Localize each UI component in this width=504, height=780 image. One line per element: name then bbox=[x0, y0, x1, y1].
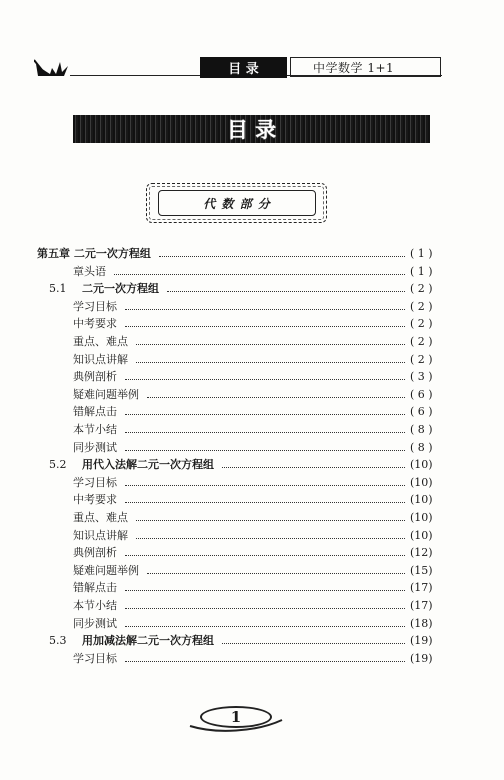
toc-leader-dots bbox=[159, 256, 405, 257]
toc-entry bbox=[0, 440, 504, 456]
toc-entry bbox=[0, 352, 504, 368]
toc-entry-number: 5.2 bbox=[49, 458, 67, 472]
toc-leader-dots bbox=[114, 274, 405, 275]
toc-entry-title: 本节小结 bbox=[73, 423, 117, 436]
toc-entry-page: (19) bbox=[410, 634, 433, 648]
header-book-title: 中学数学 1+1 bbox=[290, 57, 441, 77]
toc-entry-title: 错解点击 bbox=[73, 405, 117, 419]
toc-leader-dots bbox=[136, 520, 405, 521]
toc-entry bbox=[0, 598, 504, 614]
toc-entry-page: (10) bbox=[410, 493, 433, 507]
toc-entry-title: 知识点讲解 bbox=[73, 528, 128, 542]
toc-entry-page: (12) bbox=[410, 546, 433, 560]
toc-leader-dots bbox=[125, 661, 405, 662]
toc-entry-title: 用加减法解二元一次方程组 bbox=[82, 634, 214, 648]
toc-entry-title: 同步测试 bbox=[73, 616, 117, 630]
toc-leader-dots bbox=[125, 502, 405, 503]
toc-entry bbox=[0, 387, 504, 403]
toc-leader-dots bbox=[125, 309, 405, 310]
toc-entry-page: (15) bbox=[410, 563, 433, 577]
toc-entry-title: 重点、难点 bbox=[73, 335, 128, 348]
toc-entry bbox=[0, 246, 504, 262]
toc-entry-number: 5.3 bbox=[49, 634, 67, 648]
page-title-text: 目 录 bbox=[226, 117, 277, 142]
toc-entry-page: ( 2 ) bbox=[410, 317, 433, 331]
toc-entry-title: 本节小结 bbox=[73, 599, 117, 612]
toc-leader-dots bbox=[167, 291, 405, 292]
toc-entry-title: 二元一次方程组 bbox=[82, 282, 159, 296]
toc-entry bbox=[0, 651, 504, 667]
toc-entry-title: 典例剖析 bbox=[73, 546, 117, 560]
toc-entry-page: (10) bbox=[410, 475, 433, 489]
toc-entry-page: (10) bbox=[410, 511, 433, 524]
logo-icon bbox=[34, 58, 70, 78]
toc-entry-page: (19) bbox=[410, 651, 433, 665]
toc-entry-title: 重点、难点 bbox=[73, 511, 128, 524]
toc-entry-title: 学习目标 bbox=[73, 299, 117, 313]
toc-leader-dots bbox=[125, 326, 405, 327]
toc-entry-title: 同步测试 bbox=[73, 440, 117, 454]
toc-entry bbox=[0, 404, 504, 420]
toc-entry bbox=[0, 528, 504, 544]
toc-entry-title: 错解点击 bbox=[73, 581, 117, 595]
toc-entry bbox=[0, 316, 504, 332]
toc-entry-number: 5.1 bbox=[49, 282, 67, 296]
toc-leader-dots bbox=[222, 643, 405, 644]
toc-entry bbox=[0, 563, 504, 579]
toc-leader-dots bbox=[147, 573, 405, 574]
toc-entry-page: ( 2 ) bbox=[410, 335, 433, 348]
toc-entry-page: (10) bbox=[410, 528, 433, 542]
toc-entry-title: 疑难问题举例 bbox=[73, 387, 139, 401]
toc-entry-page: (17) bbox=[410, 599, 433, 612]
toc-entry bbox=[0, 457, 504, 473]
toc-leader-dots bbox=[125, 379, 405, 380]
toc-entry-title: 章头语 bbox=[73, 264, 106, 278]
toc-leader-dots bbox=[136, 344, 405, 345]
toc-entry-page: ( 8 ) bbox=[410, 440, 433, 454]
toc-entry-page: ( 2 ) bbox=[410, 352, 433, 366]
toc-entry-page: ( 8 ) bbox=[410, 423, 433, 436]
toc-entry bbox=[0, 369, 504, 385]
toc-entry-title: 学习目标 bbox=[73, 651, 117, 665]
toc-entry bbox=[0, 616, 504, 632]
toc-leader-dots bbox=[125, 608, 405, 609]
section-heading: 代 数 部 分 bbox=[158, 190, 316, 216]
toc-entry-page: ( 2 ) bbox=[410, 299, 433, 313]
toc-entry bbox=[0, 545, 504, 561]
toc-leader-dots bbox=[147, 397, 405, 398]
toc-entry bbox=[0, 422, 504, 438]
toc-entry bbox=[0, 580, 504, 596]
toc-entry-page: ( 3 ) bbox=[410, 370, 433, 384]
toc-entry-title: 典例剖析 bbox=[73, 370, 117, 384]
toc-leader-dots bbox=[136, 362, 405, 363]
toc-entry-page: ( 6 ) bbox=[410, 387, 433, 401]
toc-leader-dots bbox=[125, 590, 405, 591]
toc-entry-title: 知识点讲解 bbox=[73, 352, 128, 366]
toc-entry bbox=[0, 492, 504, 508]
toc-leader-dots bbox=[125, 432, 405, 433]
toc-entry-title: 学习目标 bbox=[73, 475, 117, 489]
toc-entry bbox=[0, 281, 504, 297]
toc-leader-dots bbox=[125, 414, 405, 415]
toc-entry bbox=[0, 334, 504, 350]
toc-entry-title: 疑难问题举例 bbox=[73, 563, 139, 577]
toc-entry-page: ( 6 ) bbox=[410, 405, 433, 419]
toc-entry-title: 第五章 二元一次方程组 bbox=[37, 247, 151, 260]
toc-entry-page: ( 2 ) bbox=[410, 282, 433, 296]
toc-entry-title: 中考要求 bbox=[73, 493, 117, 507]
toc-leader-dots bbox=[125, 485, 405, 486]
toc-entry bbox=[0, 633, 504, 649]
toc-leader-dots bbox=[125, 450, 405, 451]
toc-entry-page: ( 1 ) bbox=[410, 247, 433, 260]
toc-entry-title: 中考要求 bbox=[73, 317, 117, 331]
header-section-label bbox=[200, 57, 287, 78]
toc-entry bbox=[0, 299, 504, 315]
toc-entry-page: ( 1 ) bbox=[410, 264, 433, 278]
toc-leader-dots bbox=[125, 555, 405, 556]
toc-leader-dots bbox=[125, 626, 405, 627]
toc-entry bbox=[0, 510, 504, 526]
toc-leader-dots bbox=[136, 538, 405, 539]
toc-entry bbox=[0, 475, 504, 491]
header-section-text: 目 录 bbox=[228, 62, 259, 77]
toc-entry-page: (18) bbox=[410, 616, 433, 630]
toc-leader-dots bbox=[222, 467, 405, 468]
toc-entry bbox=[0, 264, 504, 280]
toc-entry-page: (10) bbox=[410, 458, 433, 472]
toc-entry-page: (17) bbox=[410, 581, 433, 595]
page-title bbox=[73, 115, 430, 143]
page-number: 1 bbox=[200, 706, 272, 728]
toc-entry-title: 用代入法解二元一次方程组 bbox=[82, 458, 214, 472]
